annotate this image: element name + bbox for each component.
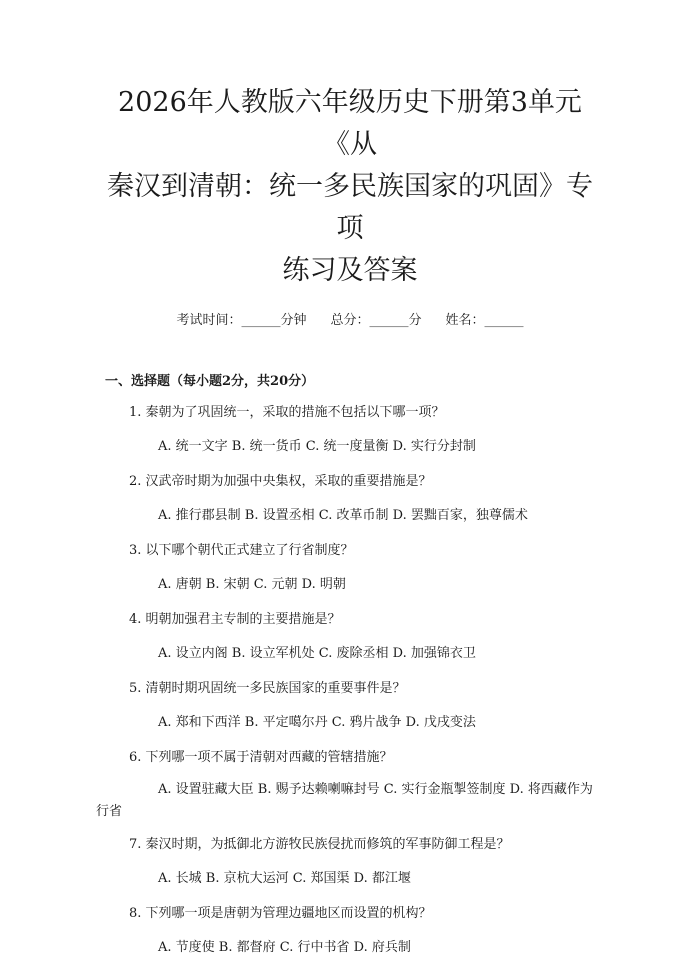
document-title bbox=[96, 0, 604, 292]
exam-total-score: 总分：______分 bbox=[330, 313, 422, 328]
question-options: A. 设立内阁 B. 设立军机处 C. 废除丞相 D. 加强锦衣卫 bbox=[158, 646, 476, 661]
question-stem: 3. 以下哪个朝代正式建立了行省制度？ bbox=[129, 543, 354, 558]
question-options: A. 郑和下西洋 B. 平定噶尔丹 C. 鸦片战争 D. 戊戌变法 bbox=[158, 715, 476, 730]
title-line: 秦汉到清朝：统一多民族国家的巩固》专项 bbox=[107, 171, 593, 244]
question-item bbox=[96, 542, 604, 596]
question-stem: 7. 秦汉时期，为抵御北方游牧民族侵扰而修筑的军事防御工程是？ bbox=[129, 837, 510, 852]
question-options: A. 节度使 B. 都督府 C. 行中书省 D. 府兵制 bbox=[158, 940, 411, 955]
question-options: A. 长城 B. 京杭大运河 C. 郑国渠 D. 都江堰 bbox=[158, 871, 411, 886]
question-options: A. 唐朝 B. 宋朝 C. 元朝 D. 明朝 bbox=[158, 577, 346, 592]
question-list bbox=[96, 404, 604, 959]
title-line: 2026年人教版六年级历史下册第3单元《从 bbox=[118, 87, 582, 160]
question-item bbox=[96, 905, 604, 959]
question-item bbox=[96, 473, 604, 527]
question-stem: 1. 秦朝为了巩固统一，采取的措施不包括以下哪一项？ bbox=[129, 405, 445, 420]
question-options: A. 统一文字 B. 统一货币 C. 统一度量衡 D. 实行分封制 bbox=[158, 439, 476, 454]
exam-time: 考试时间：______分钟 bbox=[176, 313, 307, 328]
title-line: 练习及答案 bbox=[282, 255, 418, 286]
question-stem: 4. 明朝加强君主专制的主要措施是？ bbox=[129, 612, 341, 627]
question-stem: 8. 下列哪一项是唐朝为管理边疆地区而设置的机构？ bbox=[129, 906, 432, 921]
question-stem: 6. 下列哪一项不属于清朝对西藏的管辖措施？ bbox=[129, 750, 393, 765]
question-options: A. 设置驻藏大臣 B. 赐予达赖喇嘛封号 C. 实行金瓶掣签制度 D. 将西藏作为行省 bbox=[96, 782, 593, 819]
question-item bbox=[96, 836, 604, 890]
question-options: A. 推行郡县制 B. 设置丞相 C. 改革币制 D. 罢黜百家，独尊儒术 bbox=[158, 508, 528, 523]
question-stem: 2. 汉武帝时期为加强中央集权，采取的重要措施是？ bbox=[129, 474, 432, 489]
exam-meta bbox=[96, 312, 604, 330]
question-item bbox=[96, 611, 604, 665]
question-item bbox=[96, 404, 604, 458]
section-heading: 一、选择题（每小题2分，共20分） bbox=[105, 374, 315, 389]
student-name: 姓名：______ bbox=[445, 313, 524, 328]
question-stem: 5. 清朝时期巩固统一多民族国家的重要事件是？ bbox=[129, 681, 406, 696]
question-item bbox=[96, 680, 604, 734]
question-item bbox=[96, 749, 604, 823]
